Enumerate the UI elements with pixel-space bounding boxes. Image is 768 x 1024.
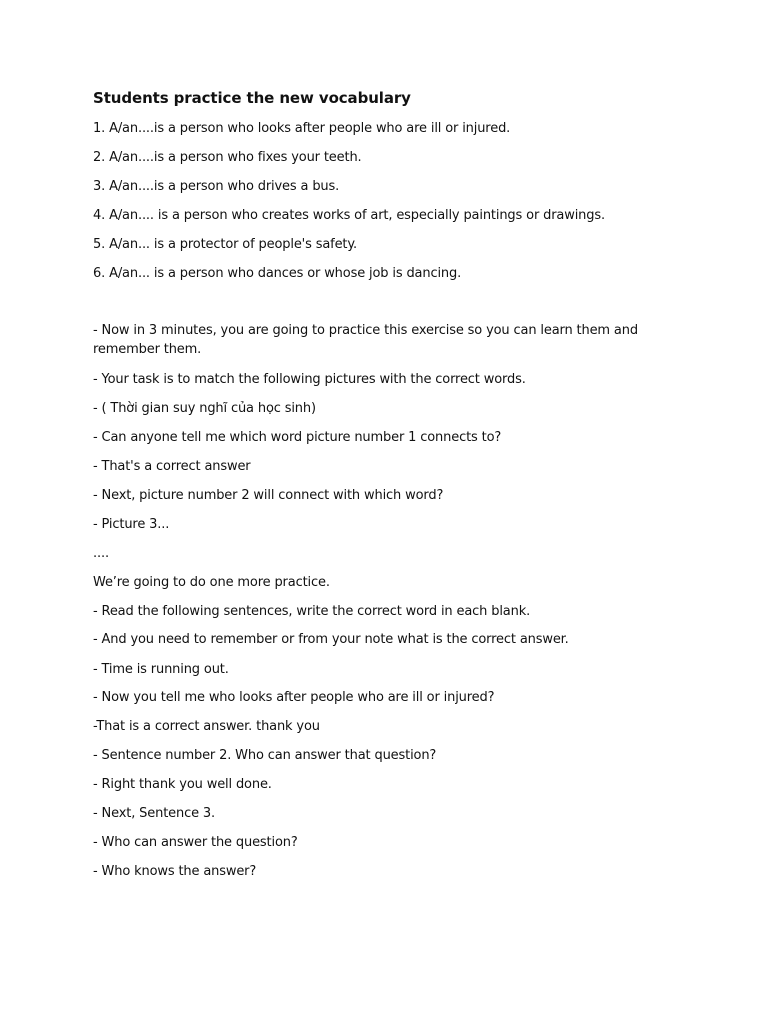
script-line-2: - Your task is to match the following pictures with the correct words.	[93, 372, 526, 387]
script-line-17: - Next, Sentence 3.	[93, 806, 216, 821]
script-line-16: - Right thank you well done.	[93, 777, 272, 792]
script-line-8: ....	[93, 546, 109, 561]
script-line-19: - Who knows the answer?	[93, 864, 257, 879]
script-line-6: - Next, picture number 2 will connect with which word?	[93, 488, 444, 503]
script-line-11: - And you need to remember or from your note what is the correct answer.	[93, 632, 569, 647]
question-5: 5. A/an... is a protector of people's safety.	[93, 237, 358, 252]
script-line-13: - Now you tell me who looks after people who are ill or injured?	[93, 690, 495, 705]
question-3: 3. A/an....is a person who drives a bus.	[93, 179, 340, 194]
question-4: 4. A/an.... is a person who creates works of art, especially paintings or drawings.	[93, 208, 605, 223]
script-line-9: We’re going to do one more practice.	[93, 575, 330, 590]
script-line-18: - Who can answer the question?	[93, 835, 298, 850]
script-line-7: - Picture 3...	[93, 517, 170, 532]
script-line-12: - Time is running out.	[93, 662, 229, 677]
script-line-1: - Now in 3 minutes, you are going to practice this exercise so you can learn them and remember them.	[93, 323, 638, 357]
script-line-5: - That's a correct answer	[93, 459, 251, 474]
document-title: Students practice the new vocabulary	[93, 89, 411, 107]
question-2: 2. A/an....is a person who fixes your teeth.	[93, 150, 362, 165]
question-1: 1. A/an....is a person who looks after people who are ill or injured.	[93, 121, 511, 136]
script-line-14: -That is a correct answer. thank you	[93, 719, 320, 734]
script-line-3: - ( Thời gian suy nghĩ của học sinh)	[93, 401, 316, 416]
script-line-10: - Read the following sentences, write the correct word in each blank.	[93, 604, 531, 619]
script-line-4: - Can anyone tell me which word picture number 1 connects to?	[93, 430, 502, 445]
question-6: 6. A/an... is a person who dances or whose job is dancing.	[93, 266, 462, 281]
script-line-15: - Sentence number 2. Who can answer that question?	[93, 748, 437, 763]
